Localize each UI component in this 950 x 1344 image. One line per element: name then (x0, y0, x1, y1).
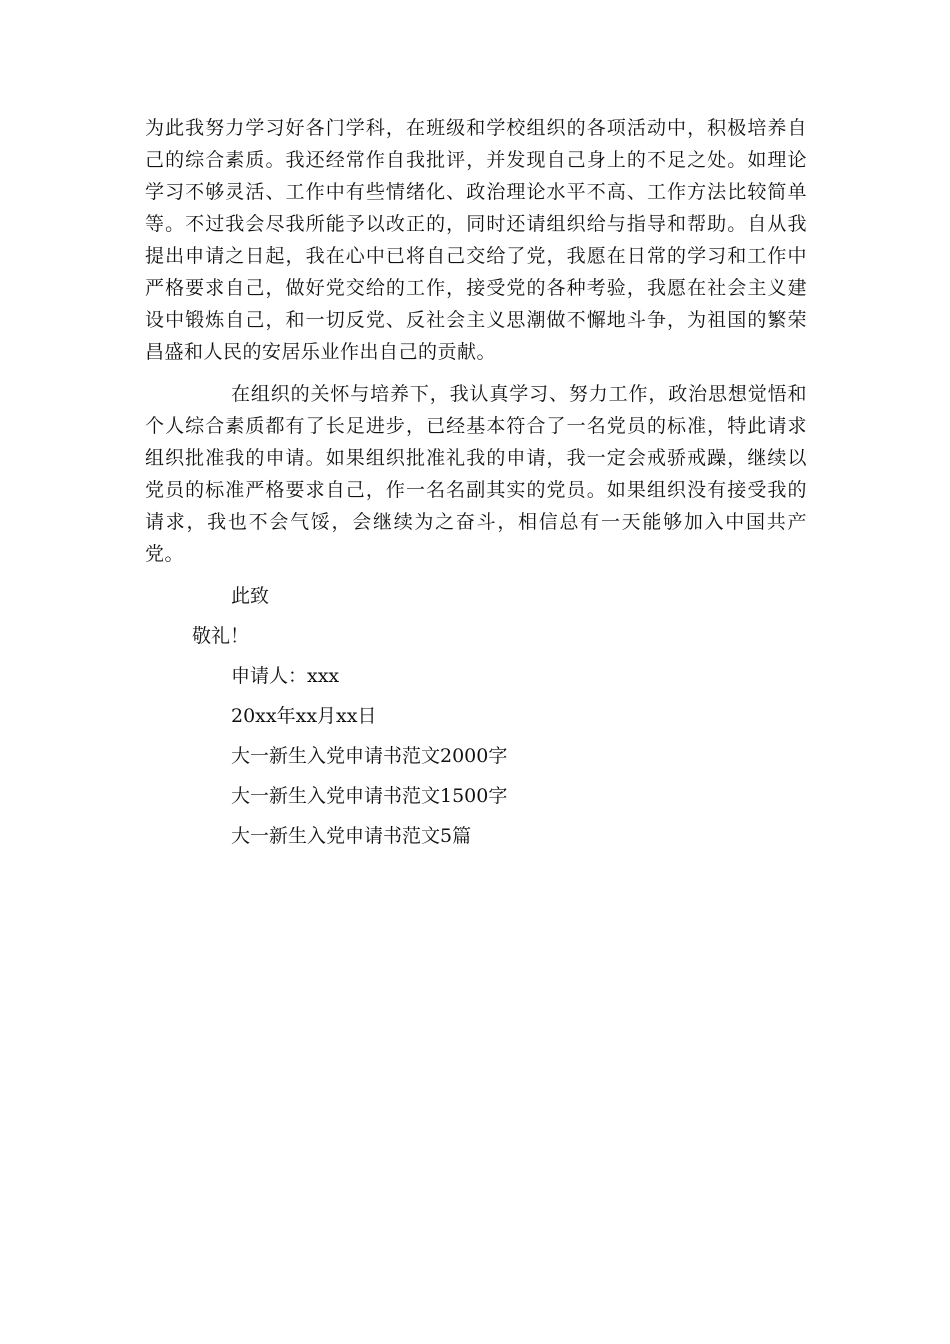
related-link-1[interactable]: 大一新生入党申请书范文2000字 (231, 745, 508, 767)
applicant-signature: 申请人：xxx (231, 665, 340, 687)
closing-text: 此致 (231, 585, 270, 607)
body-paragraph-2: 在组织的关怀与培养下，我认真学习、努力工作，政治思想觉悟和个人综合素质都有了长足进步，已经基本符合了一名党员的标准，特此请求组织批准我的申请。如果组织批准礼我的申请，我一定会戒骄戒躁，继续以党员的标准严格要求自己，作一名名副其实的党员。如果组织没有接受我的请求，我也不会气馁，会继续为之奋斗，相信总有一天能够加入中国共产党。 (145, 383, 807, 565)
related-link-2[interactable]: 大一新生入党申请书范文1500字 (231, 785, 508, 807)
body-paragraph-1: 为此我努力学习好各门学科，在班级和学校组织的各项活动中，积极培养自己的综合素质。我还经常作自我批评，并发现自己身上的不足之处。如理论学习不够灵活、工作中有些情绪化、政治理论水平不高、工作方法比较简单等。不过我会尽我所能予以改正的，同时还请组织给与指导和帮助。自从我提出申请之日起，我在心中已将自己交给了党，我愿在日常的学习和工作中严格要求自己，做好党交给的工作，接受党的各种考验，我愿在社会主义建设中锻炼自己，和一切反党、反社会主义思潮做不懈地斗争，为祖国的繁荣昌盛和人民的安居乐业作出自己的贡献。 (145, 117, 807, 363)
document-body (145, 112, 807, 860)
salute-text: 敬礼！ (192, 625, 250, 647)
related-link-3[interactable]: 大一新生入党申请书范文5篇 (231, 825, 472, 847)
application-date: 20xx年xx月xx日 (231, 705, 377, 727)
